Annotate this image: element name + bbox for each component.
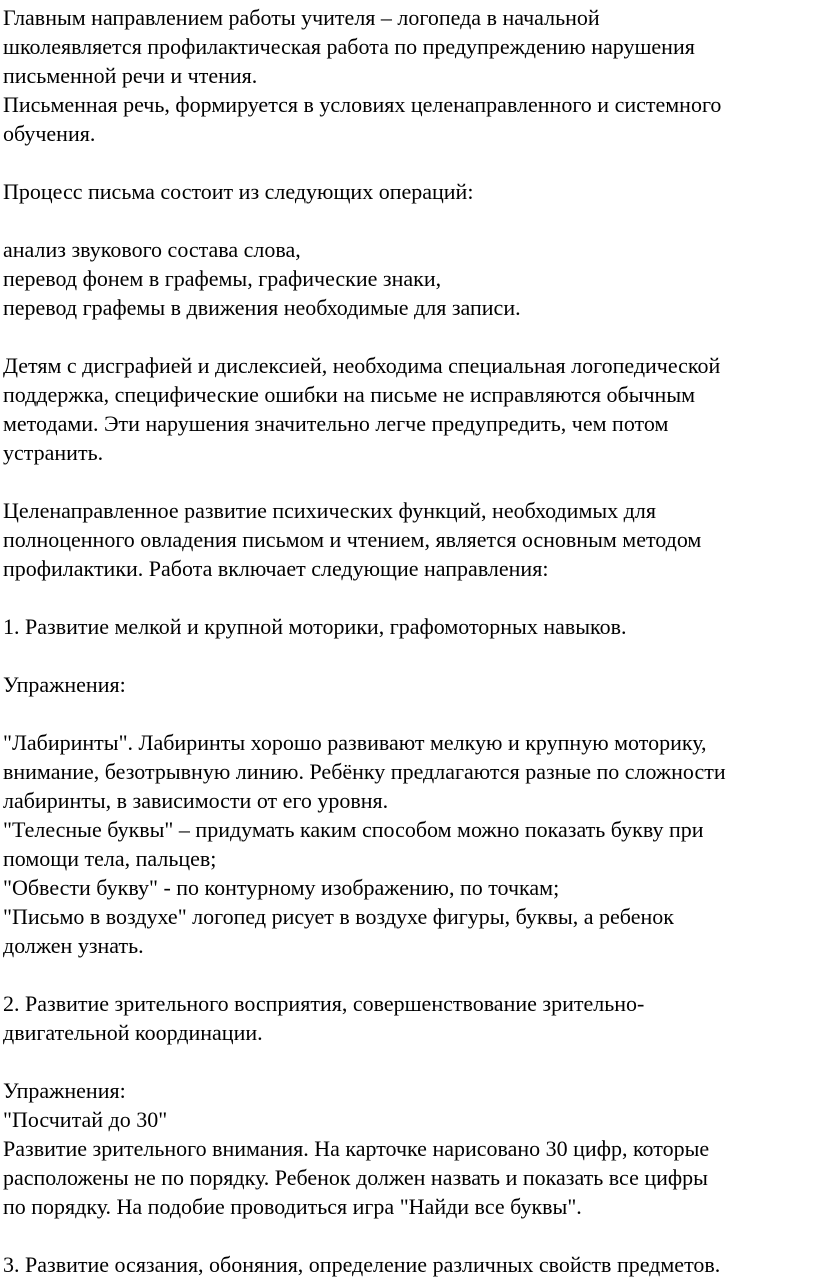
- text-line: методами. Эти нарушения значительно легче предупредить, чем потом: [3, 411, 669, 436]
- text-line: "Письмо в воздухе" логопед рисует в воздухе фигуры, буквы, а ребенок: [3, 904, 674, 929]
- text-line: "Телесные буквы" – придумать каким способом можно показать букву при: [3, 817, 704, 842]
- text-line: поддержка, специфические ошибки на письме не исправляются обычным: [3, 382, 696, 407]
- text-line: 2. Развитие зрительного восприятия, совершенствование зрительно-: [3, 991, 645, 1016]
- text-line: двигательной координации.: [3, 1020, 263, 1045]
- blank-line: [3, 960, 808, 989]
- text-line: анализ звукового состава слова,: [3, 237, 301, 262]
- text-line: должен узнать.: [3, 933, 144, 958]
- blank-line: [3, 641, 808, 670]
- text-line: устранить.: [3, 440, 104, 465]
- text-line: профилактики. Работа включает следующие направления:: [3, 556, 549, 581]
- text-line: перевод фонем в графемы, графические знаки,: [3, 266, 442, 291]
- blank-line: [3, 583, 808, 612]
- text-line: Развитие зрительного внимания. На карточке нарисовано 30 цифр, которые: [3, 1136, 710, 1161]
- text-line: Детям с дисграфией и дислексией, необходима специальная логопедической: [3, 353, 721, 378]
- text-line: помощи тела, пальцев;: [3, 846, 217, 871]
- blank-line: [3, 699, 808, 728]
- blank-line: [3, 467, 808, 496]
- text-line: обучения.: [3, 121, 96, 146]
- text-line: 3. Развитие осязания, обоняния, определение различных свойств предметов.: [3, 1252, 721, 1277]
- blank-line: [3, 1047, 808, 1076]
- text-line: школеявляется профилактическая работа по предупреждению нарушения: [3, 34, 695, 59]
- text-line: расположены не по порядку. Ребенок должен назвать и показать все цифры: [3, 1165, 708, 1190]
- text-line: внимание, безотрывную линию. Ребёнку предлагаются разные по сложности: [3, 759, 726, 784]
- text-line: Процесс письма состоит из следующих операций:: [3, 179, 474, 204]
- text-line: полноценного овладения письмом и чтением, является основным методом: [3, 527, 702, 552]
- text-line: перевод графемы в движения необходимые для записи.: [3, 295, 521, 320]
- text-line: Письменная речь, формируется в условиях целенаправленного и системного: [3, 92, 722, 117]
- blank-line: [3, 322, 808, 351]
- text-line: Целенаправленное развитие психических функций, необходимых для: [3, 498, 656, 523]
- text-line: "Посчитай до 30": [3, 1107, 168, 1132]
- text-line: по порядку. На подобие проводиться игра "Найди все буквы".: [3, 1194, 582, 1219]
- blank-line: [3, 1221, 808, 1250]
- text-line: 1. Развитие мелкой и крупной моторики, графомоторных навыков.: [3, 614, 627, 639]
- text-line: Упражнения:: [3, 1078, 126, 1103]
- text-line: "Обвести букву" - по контурному изображению, по точкам;: [3, 875, 560, 900]
- text-line: Упражнения:: [3, 672, 126, 697]
- blank-line: [3, 148, 808, 177]
- blank-line: [3, 206, 808, 235]
- text-line: "Лабиринты". Лабиринты хорошо развивают мелкую и крупную моторику,: [3, 730, 707, 755]
- text-line: письменной речи и чтения.: [3, 63, 258, 88]
- text-line: лабиринты, в зависимости от его уровня.: [3, 788, 389, 813]
- text-line: Главным направлением работы учителя – логопеда в начальной: [3, 5, 600, 30]
